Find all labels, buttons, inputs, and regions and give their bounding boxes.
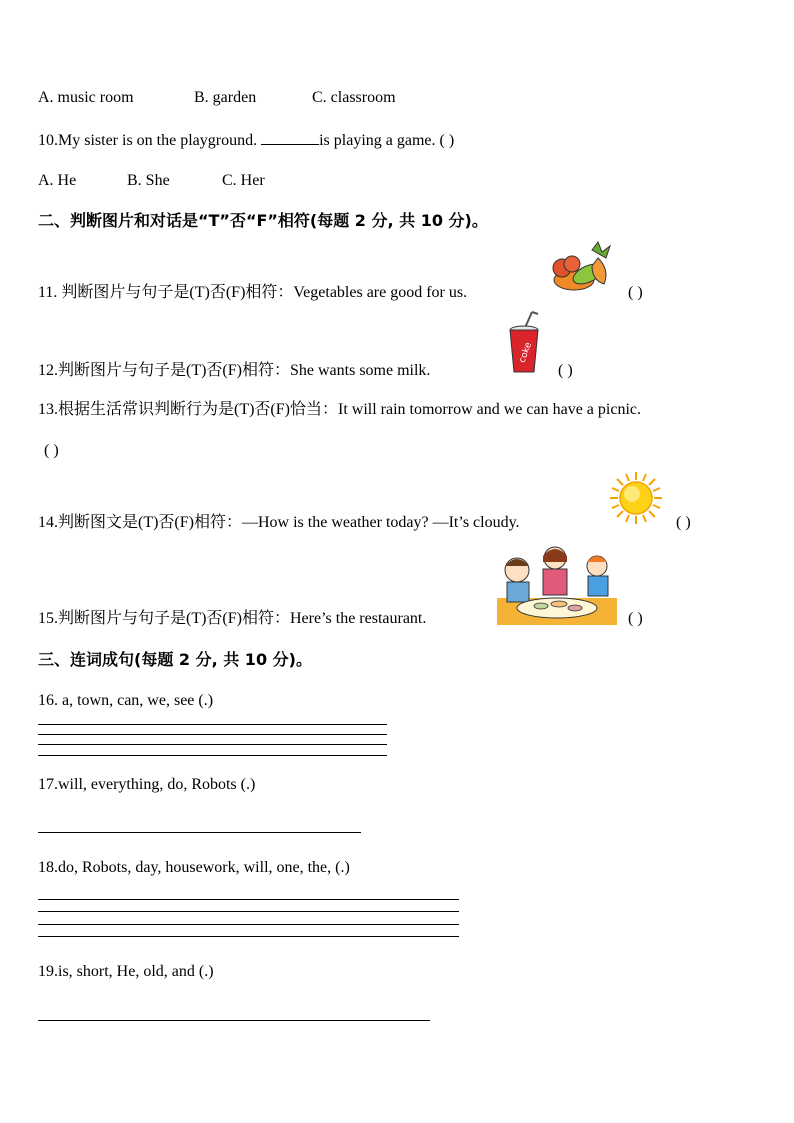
q18-answer-line-2[interactable] <box>38 911 459 912</box>
q9-option-c: C. classroom <box>312 89 396 106</box>
question-17-text: 17.will, everything, do, Robots (.) <box>38 776 256 793</box>
q17-answer-line[interactable] <box>38 832 361 833</box>
question-10-text-after: is playing a game. ( ) <box>319 132 455 149</box>
q9-option-b: B. garden <box>194 89 257 106</box>
question-12-answer[interactable]: ( ) <box>558 362 573 379</box>
question-10-blank[interactable] <box>261 130 319 145</box>
question-13-text: 13.根据生活常识判断行为是(T)否(F)恰当：It will rain tomorrow and we can have a picnic. <box>38 401 641 418</box>
q9-option-a: A. music room <box>38 89 134 106</box>
vegetables-picture <box>548 240 618 298</box>
cup-label: coke <box>517 341 535 365</box>
q19-answer-line[interactable] <box>38 1020 430 1021</box>
question-10 <box>38 130 454 151</box>
q10-option-a: A. He <box>38 172 77 189</box>
family-dinner-picture <box>497 540 617 625</box>
question-14-text: 14.判断图文是(T)否(F)相符：—How is the weather today? —It’s cloudy. <box>38 514 520 531</box>
q16-answer-line-1[interactable] <box>38 724 387 725</box>
question-18-text: 18.do, Robots, day, housework, will, one, the, (.) <box>38 859 350 876</box>
question-14-answer[interactable]: ( ) <box>676 514 691 531</box>
q16-answer-line-2[interactable] <box>38 734 387 735</box>
q18-answer-line-1[interactable] <box>38 899 459 900</box>
question-12-text: 12.判断图片与句子是(T)否(F)相符：She wants some milk. <box>38 362 431 379</box>
question-11-text: 11. 判断图片与句子是(T)否(F)相符：Vegetables are good for us. <box>38 284 468 301</box>
q18-answer-line-4[interactable] <box>38 936 459 937</box>
question-15-answer[interactable]: ( ) <box>628 610 643 627</box>
q10-option-c: C. Her <box>222 172 265 189</box>
q16-answer-line-3[interactable] <box>38 744 387 745</box>
question-11-answer[interactable]: ( ) <box>628 284 643 301</box>
question-10-text-before: 10.My sister is on the playground. <box>38 132 262 149</box>
question-19-text: 19.is, short, He, old, and (.) <box>38 963 214 980</box>
sun-picture <box>608 470 664 526</box>
question-13-answer[interactable]: ( ) <box>44 442 59 459</box>
question-16-text: 16. a, town, can, we, see (.) <box>38 692 214 709</box>
section-2-heading: 二、判断图片和对话是“T”否“F”相符(每题 2 分, 共 10 分)。 <box>38 211 488 230</box>
q16-answer-line-4[interactable] <box>38 755 387 756</box>
question-15-text: 15.判断图片与句子是(T)否(F)相符：Here’s the restaurant. <box>38 610 427 627</box>
cola-cup-picture <box>506 310 542 376</box>
q10-option-b: B. She <box>127 172 170 189</box>
q18-answer-line-3[interactable] <box>38 924 459 925</box>
section-3-heading: 三、连词成句(每题 2 分, 共 10 分)。 <box>38 650 312 669</box>
